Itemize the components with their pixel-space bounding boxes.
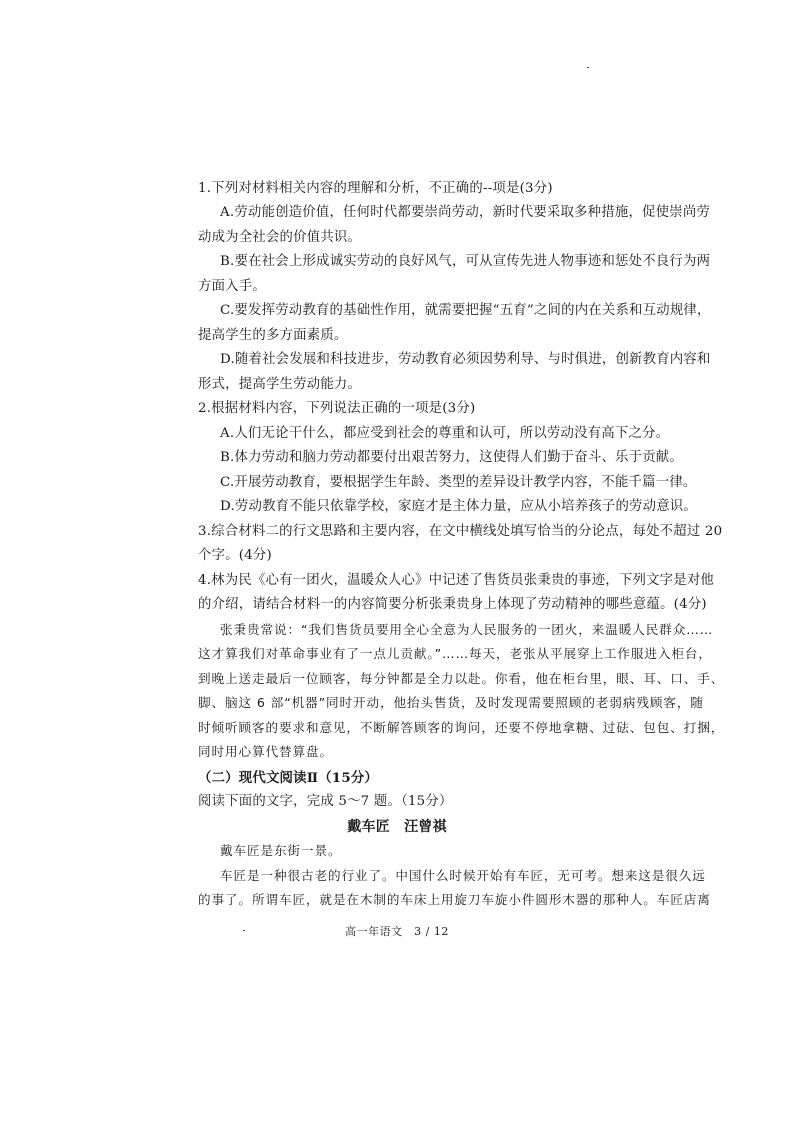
passage-paragraph: 的事了。所谓车匠，就是在木制的车床上用旋刀车旋小件圆形木器的那种人。车匠店离 bbox=[198, 892, 711, 907]
q4-quote-line: 同时用心算代替算盘。 bbox=[198, 744, 333, 759]
q4-quote-line: 脚、脑这 6 部“机器”同时开动，他抬头售货，及时发现需要照顾的老弱病残顾客，随 bbox=[198, 695, 704, 710]
section-instruction: 阅读下面的文字，完成 5～7 题。（15分） bbox=[198, 794, 453, 809]
q1-option-c: C.要发挥劳动教育的基础性作用，就需要把握“五育”之间的内在关系和互动规律， bbox=[220, 303, 711, 318]
q1-option-a: A.劳动能创造价值，任何时代都要崇尚劳动，新时代要采取多种措施，促使崇尚劳 bbox=[220, 205, 710, 220]
q2-option-a: A.人们无论干什么，都应受到社会的尊重和认可，所以劳动没有高下之分。 bbox=[220, 426, 670, 441]
question-1-stem: 1.下列对材料相关内容的理解和分析，不正确的--项是(3分) bbox=[198, 181, 553, 196]
question-3-stem-cont: 个字。(4分) bbox=[198, 548, 272, 563]
passage-paragraph: 车匠是一种很古老的行业了。中国什么时候开始有车匠，无可考。想来这是很久远 bbox=[220, 868, 706, 883]
q1-option-d-cont: 形式，提高学生劳动能力。 bbox=[198, 377, 362, 392]
question-4-stem: 4.林为民《心有一团火，温暖众人心》中记述了售货员张秉贵的事迹，下列文字是对他 bbox=[198, 573, 715, 588]
passage-paragraph: 戴车匠是东街一景。 bbox=[220, 843, 342, 858]
q4-quote-line: 这才算我们对革命事业有了一点儿贡献。”……每天，老张从平展穿上工作服进入柜台， bbox=[198, 646, 712, 661]
q4-quote-line: 时倾听顾客的要求和意见，不断解答顾客的询问，还要不停地拿糖、过砝、包包、打捆， bbox=[198, 720, 725, 735]
q1-option-d: D.随着社会发展和科技进步，劳动教育必须因势利导、与时俱进，创新教育内容和 bbox=[220, 352, 711, 367]
section-heading: （二）现代文阅读Ⅱ（15分） bbox=[198, 770, 379, 786]
passage-title: 戴车匠 汪曾祺 bbox=[347, 819, 447, 835]
q1-option-c-cont: 提高学生的多方面素质。 bbox=[198, 328, 348, 343]
q1-option-a-cont: 动成为全社会的价值共识。 bbox=[198, 230, 362, 245]
q2-option-d: D.劳动教育不能只依靠学校，家庭才是主体力量，应从小培养孩子的劳动意识。 bbox=[220, 499, 697, 514]
page-footer: 高一年语文 3 / 12 bbox=[345, 925, 449, 938]
question-4-stem-cont: 的介绍，请结合材料一的内容简要分析张秉贵身上体现了劳动精神的哪些意蕴。(4分) bbox=[198, 597, 707, 612]
q2-option-b: B.体力劳动和脑力劳动都要付出艰苦努力，这使得人们勤于奋斗、乐于贡献。 bbox=[220, 450, 683, 465]
q2-option-c: C.开展劳动教育，要根据学生年龄、类型的差异设计教学内容，不能千篇一律。 bbox=[220, 475, 697, 490]
q4-quote-line: 张秉贵常说：“我们售货员要用全心全意为人民服务的一团火，来温暖人民群众…… bbox=[220, 622, 714, 637]
scan-speck bbox=[587, 67, 589, 68]
question-2-stem: 2.根据材料内容，下列说法正确的一项是(3分) bbox=[198, 401, 476, 416]
q4-quote-line: 到晚上送走最后一位顾客，每分钟都是全力以赴。你看，他在柜台里，眼、耳、口、手、 bbox=[198, 671, 725, 686]
q1-option-b-cont: 方面入手。 bbox=[198, 279, 266, 294]
q1-option-b: B.要在社会上形成诚实劳动的良好风气，可从宣传先进人物事迹和惩处不良行为两 bbox=[220, 254, 711, 269]
scan-speck bbox=[243, 930, 245, 931]
question-3-stem: 3.综合材料二的行文思路和主要内容，在文中横线处填写恰当的分论点，每处不超过 20 bbox=[198, 524, 723, 539]
